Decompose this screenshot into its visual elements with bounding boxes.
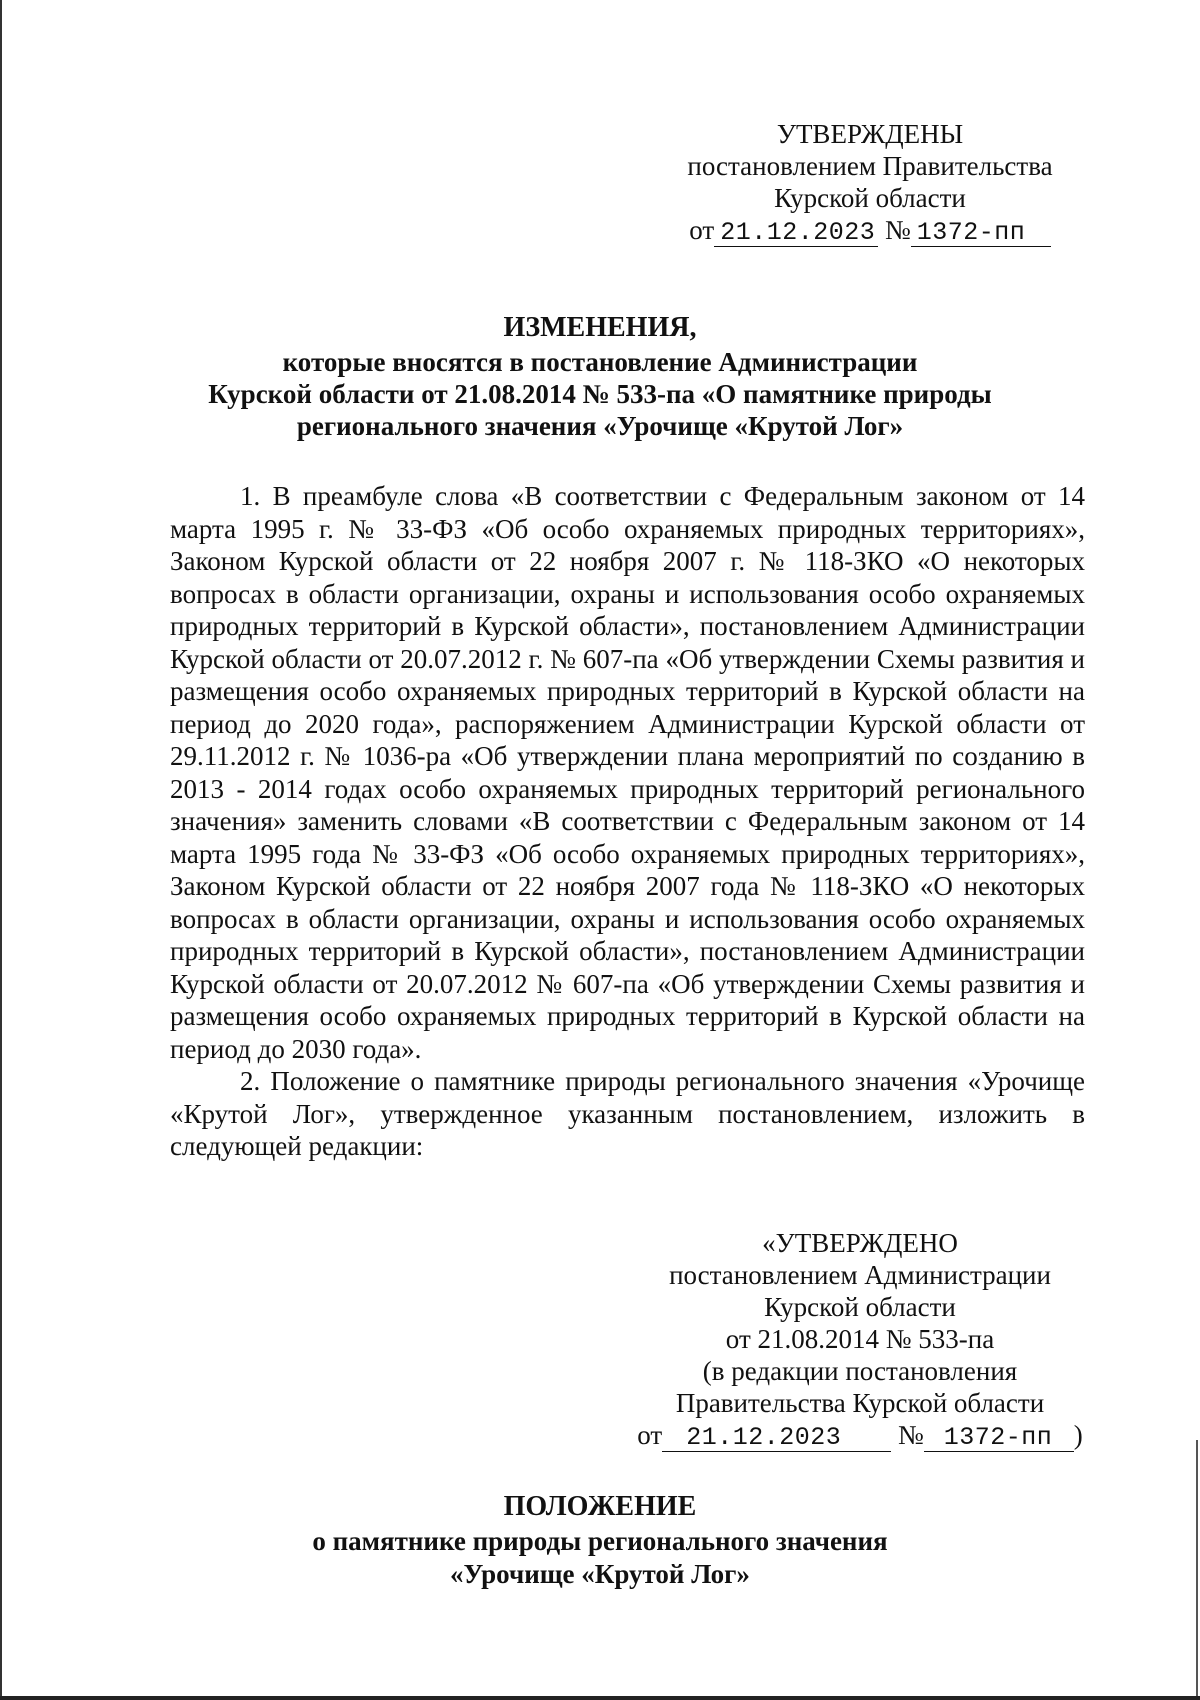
approval2-line-1: постановлением Администрации	[669, 1260, 1051, 1290]
closing-paren: )	[1073, 1420, 1083, 1450]
approval-line-2: Курской области	[774, 183, 966, 213]
number-prefix: №	[884, 215, 911, 245]
approval-heading: УТВЕРЖДЕНЫ	[776, 119, 964, 149]
approval2-line-5: Правительства Курской области	[675, 1388, 1045, 1418]
approval-stamp	[620, 118, 1120, 247]
final-title	[120, 1490, 1080, 1591]
body-text	[170, 480, 1085, 1163]
final-title-sub-line-2: «Урочище «Крутой Лог»	[450, 1559, 750, 1589]
title-sub-line-1: которые вносятся в постановление Администрации	[282, 347, 918, 377]
title-main: ИЗМЕНЕНИЯ,	[503, 312, 697, 343]
approval2-line-2: Курской области	[764, 1292, 956, 1322]
approval2-date: 21.12.2023	[662, 1425, 891, 1452]
approval-number: 1372-пп	[911, 220, 1051, 247]
approval-line-1: постановлением Правительства	[687, 151, 1053, 181]
approval2-date-number	[610, 1419, 1110, 1452]
date-prefix: от	[689, 215, 715, 245]
approval2-number: 1372-пп	[924, 1425, 1074, 1452]
number-prefix-2: №	[897, 1420, 924, 1450]
final-title-main: ПОЛОЖЕНИЕ	[503, 1491, 697, 1522]
approval-date-number	[620, 214, 1120, 247]
paragraph-1: 1. В преамбуле слова «В соответствии с Федеральным законом от 14 марта 1995 г. № 33-ФЗ «Об особо охраняемых природных территориях», Законом Курской области от 22 ноября 2007 г. № 118-ЗКО «О некоторых вопросах в области организации, охраны и использования особо охраняемых природных территорий в Курской области», постановлением Администрации Курской области от 20.07.2012 г. № 607-па «Об утверждении Схемы развития и размещения особо охраняемых природных территорий в Курской области на период до 2020 года», распоряжением Администрации Курской области от 29.11.2012 г. № 1036-ра «Об утверждении плана мероприятий по созданию в 2013 - 2014 годах особо охраняемых природных территорий регионального значения» заменить словами «В соответствии с Федеральным законом от 14 марта 1995 года № 33-ФЗ «Об особо охраняемых природных территориях», Законом Курской области от 22 ноября 2007 года № 118-ЗКО «О некоторых вопросах в области организации, охраны и использования особо охраняемых природных территорий в Курской области», постановлением Администрации Курской области от 20.07.2012 № 607-па «Об утверждении Схемы развития и размещения особо охраняемых природных территорий в Курской области на период до 2030 года».	[170, 481, 1085, 1064]
document-title	[120, 312, 1080, 442]
paragraph-2: 2. Положение о памятнике природы регионального значения «Урочище «Крутой Лог», утвержденное указанным постановлением, изложить в следующей редакции:	[170, 1066, 1085, 1161]
scan-edge-left	[0, 0, 2, 1700]
scan-edge-right	[1196, 1440, 1198, 1700]
date-prefix-2: от	[637, 1420, 663, 1450]
final-title-sub-line-1: о памятнике природы регионального значения	[312, 1526, 888, 1556]
scan-edge-bottom	[0, 1696, 1200, 1700]
approval2-line-4: (в редакции постановления	[702, 1356, 1018, 1386]
title-sub-line-3: регионального значения «Урочище «Крутой Лог»	[296, 411, 904, 441]
approval2-heading: «УТВЕРЖДЕНО	[762, 1228, 958, 1258]
approval2-line-3: от 21.08.2014 № 533-па	[725, 1324, 995, 1354]
title-sub-line-2: Курской области от 21.08.2014 № 533-па «О памятнике природы	[208, 379, 992, 409]
approval-stamp-2	[610, 1227, 1110, 1452]
approval-date: 21.12.2023	[714, 220, 878, 247]
